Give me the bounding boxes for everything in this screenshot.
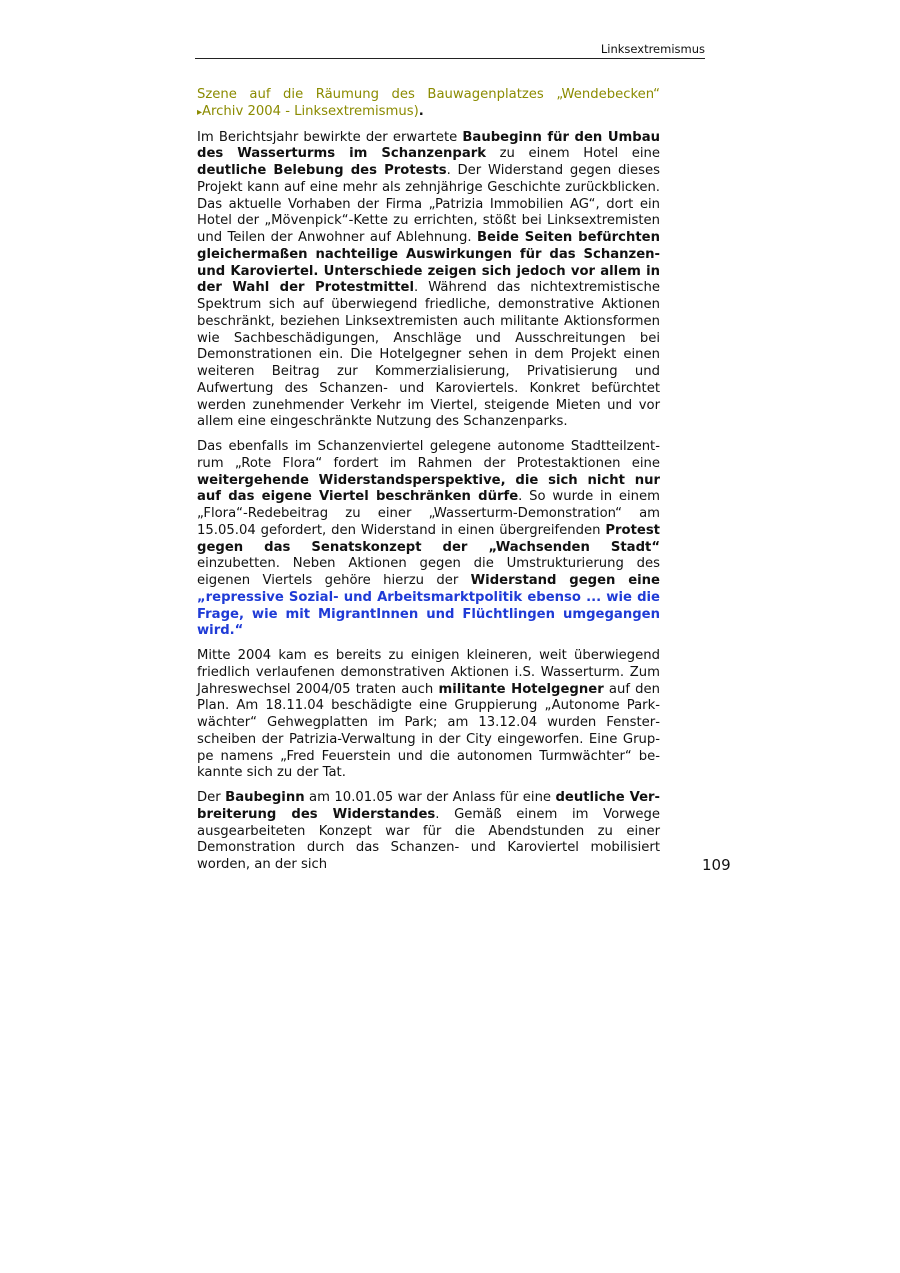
p2-text-e: einzubetten. Neben Aktionen gegen die Umstrukturierung des eigenen Viertels gehöre hierzu der	[197, 556, 660, 588]
p2-bold-b: weitergehende Widerstandsperspektive, die sich nicht nur auf das eigene Viertel beschränken dürfe	[197, 472, 660, 505]
p4-text-a: Der	[197, 790, 226, 805]
page-number: 109	[702, 856, 731, 874]
paragraph-2	[197, 439, 660, 640]
p3-text-a: Mitte 2004 kam es bereits zu einigen kleineren, weit überwiegend friedlich verlaufenen demonstrativen Aktionen i.S. Wasserturm. Zum Jahreswechsel 2004/05 traten auch	[197, 648, 660, 697]
running-header: Linksextremismus	[600, 42, 705, 56]
archive-link[interactable]: Archiv 2004 - Linksextremismus)	[202, 103, 419, 119]
body-text	[197, 87, 660, 882]
lead-text: Szene auf die Räumung des Bauwagenplatzes „Wendebecken“	[197, 87, 660, 102]
lead-paragraph	[197, 87, 660, 122]
p3-bold-b: militante Hotelgegner	[438, 681, 604, 697]
p4-bold-b: Baubeginn	[225, 790, 305, 805]
p1-text-e: . Der Widerstand gegen dieses Projekt kann auf eine mehr als zehnjährige Geschichte zurückblicken. Das aktuelle Vorhaben der Firma „Patrizia Immobilien AG“, dort ein Hotel der „Mövenpick“-Kette zu errichten, stößt bei Linksextremisten und Teilen der Anwohner auf Ablehnung.	[197, 163, 660, 245]
header-rule	[195, 58, 705, 59]
p3-text-c: auf den Plan. Am 18.11.04 beschädigte eine Gruppierung „Autonome Parkwächter“ Gehwegplatten im Park; am 13.12.04 wurden Fensterscheiben der Patrizia-Verwaltung in der City eingeworfen. Eine Gruppe namens „Fred Feuerstein und die autonomen Turmwächter“ bekannte sich zu der Tat.	[197, 681, 660, 781]
p1-text-g: . Während das nichtextremistische Spektrum sich auf überwiegend friedliche, demonstrative Aktionen beschränkt, beziehen Linksextremisten auch militante Aktionsformen wie Sachbeschädigungen, Anschläge und Ausschreitungen bei Demonstrationen ein. Die Hotelgegner sehen in dem Projekt einen weiteren Beitrag zur Kommerzialisierung, Privatisierung und Aufwertung des Schanzen- und Karoviertels. Konkret befürchtet werden zunehmender Verkehr im Viertel, steigende Mieten und vor allem eine eingeschränkte Nutzung des Schanzenparks.	[197, 280, 660, 430]
paragraph-1	[197, 130, 660, 432]
p2-bold-f: Widerstand gegen eine	[470, 573, 660, 588]
p2-bold-d: Protest gegen das Senatskonzept der „Wachsenden Stadt“	[197, 522, 660, 555]
lead-period: .	[418, 103, 424, 119]
p2-text-c: . So wurde in einem „Flora“-Redebeitrag zu einer „Wasserturm-Demonstration“ am 15.05.04 gefordert, den Widerstand in einen übergreifenden	[197, 489, 660, 538]
p1-bold-b: Baubeginn für den Umbau des Wasserturms im Schanzenpark	[197, 129, 660, 162]
paragraph-4	[197, 790, 660, 874]
p4-bold-d: deutliche Verbreiterung des Widerstandes	[197, 790, 661, 822]
p2-text-a: Das ebenfalls im Schanzenviertel gelegene autonome Stadtteilzentrum „Rote Flora“ fordert im Rahmen der Protestaktionen eine	[197, 439, 660, 471]
paragraph-3	[197, 648, 660, 782]
p1-text-c: zu einem Hotel eine	[486, 146, 660, 162]
p4-text-e: . Gemäß einem im Vorwege ausgearbeiteten Konzept war für die Abendstunden zu einer Demonstration durch das Schanzen- und Karoviertel mobilisiert worden, an der sich	[197, 806, 660, 872]
p1-text-a: Im Berichtsjahr bewirkte der erwartete	[197, 129, 463, 145]
p1-bold-f: Beide Seiten befürchten gleichermaßen nachteilige Auswirkungen für das Schanzen- und Karoviertel. Unterschiede zeigen sich jedoch vor allem in der Wahl der Protestmittel	[197, 230, 660, 296]
p2-quote: „repressive Sozial- und Arbeitsmarktpolitik ebenso ... wie die Frage, wie mit MigrantInnen und Flüchtlingen umgegangen wird.“	[197, 589, 660, 639]
arrow-right-icon: ▸	[197, 106, 203, 118]
p1-bold-d: deutliche Belebung des Protests	[197, 163, 447, 178]
p4-text-c: am 10.01.05 war der Anlass für eine	[304, 790, 556, 805]
